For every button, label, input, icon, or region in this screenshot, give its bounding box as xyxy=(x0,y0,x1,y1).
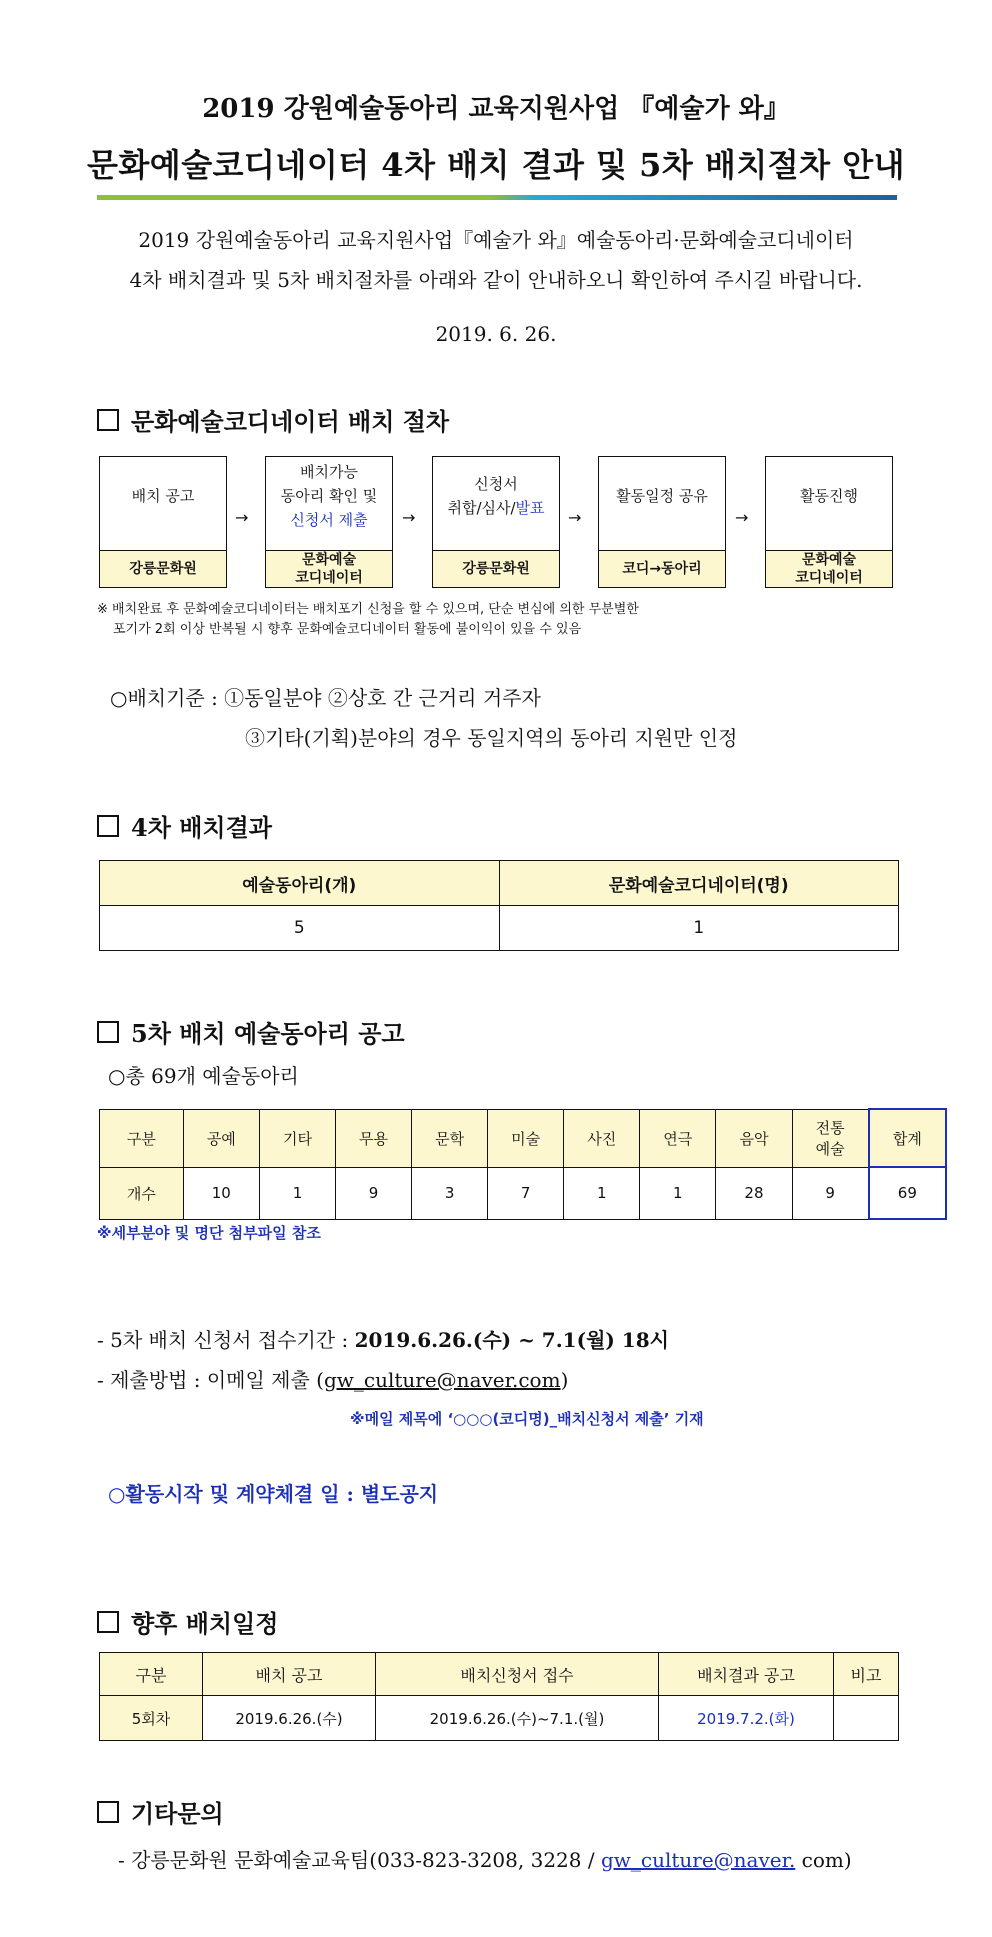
contact-info: - 강릉문화원 문화예술교육팀(033-823-3208, 3228 / gw_culture@naver. com) xyxy=(118,1848,852,1872)
intro-line-2: 4차 배치결과 및 5차 배치절차를 아래와 같이 안내하오니 확인하여 주시길 바랍니다. xyxy=(129,268,863,292)
table-header: 배치 공고 xyxy=(203,1653,376,1696)
table-header: 배치결과 공고 xyxy=(659,1653,834,1696)
procedure-step-label: 신청서 취합/심사/발표 xyxy=(447,475,545,517)
table-header: 예술동아리(개) xyxy=(100,861,500,906)
table-header: 문학 xyxy=(412,1109,488,1167)
intro-line-1: 2019 강원예술동아리 교육지원사업『예술가 와』예술동아리·문화예술코디네이터 xyxy=(138,228,854,252)
section-heading-result4: 4차 배치결과 xyxy=(97,808,272,843)
table-cell: 1 xyxy=(564,1167,640,1219)
table-header: 미술 xyxy=(488,1109,564,1167)
table-cell: 28 xyxy=(716,1167,792,1219)
title-divider xyxy=(97,195,897,200)
email-link[interactable]: gw_culture@naver.com xyxy=(323,1368,561,1392)
section-heading-notice5: 5차 배치 예술동아리 공고 xyxy=(97,1014,405,1049)
procedure-step xyxy=(99,456,227,588)
procedure-step xyxy=(598,456,726,588)
document-subtitle: 2019 강원예술동아리 교육지원사업 『예술가 와』 xyxy=(202,94,790,124)
detail-note: ※세부분야 및 명단 첨부파일 참조 xyxy=(97,1224,321,1242)
table-header: 합계 xyxy=(869,1109,946,1167)
result4-table xyxy=(99,860,899,951)
table-header: 배치신청서 접수 xyxy=(376,1653,659,1696)
flow-arrow-icon: → xyxy=(568,508,582,527)
submission-method: - 제출방법 : 이메일 제출 (gw_culture@naver.com) xyxy=(97,1368,569,1392)
procedure-step-owner: 코디→동아리 xyxy=(599,550,725,587)
table-header: 문화예술코디네이터(명) xyxy=(499,861,899,906)
checkbox-square-icon xyxy=(97,1611,119,1633)
procedure-step-owner: 강릉문화원 xyxy=(100,550,226,587)
procedure-note: ※ 배치완료 후 문화예술코디네이터는 배치포기 신청을 할 수 있으며, 단순 변심에 의한 무분별한 포기가 2회 이상 반복될 시 향후 문화예술코디네이터 활동에 불이익이 있을 수 있음 xyxy=(97,602,639,637)
table-header: 구분 xyxy=(100,1109,184,1167)
flow-arrow-icon: → xyxy=(235,508,249,527)
procedure-step-label: 활동일정 공유 xyxy=(616,487,708,505)
table-header: 기타 xyxy=(259,1109,335,1167)
section-heading-inquiry: 기타문의 xyxy=(97,1794,224,1829)
criteria-line-1: ○배치기준 : ①동일분야 ②상호 간 근거리 거주자 xyxy=(110,686,541,710)
table-cell: 2019.7.2.(화) xyxy=(659,1696,834,1741)
table-cell: 9 xyxy=(336,1167,412,1219)
table-cell: 1 xyxy=(499,906,899,951)
table-cell: 3 xyxy=(412,1167,488,1219)
mail-subject-note: ※메일 제목에 ‘○○○(코디명)_배치신청서 제출’ 기재 xyxy=(350,1410,704,1428)
table-cell: 2019.6.26.(수)~7.1.(월) xyxy=(376,1696,659,1741)
table-header: 공예 xyxy=(183,1109,259,1167)
checkbox-square-icon xyxy=(97,1021,119,1043)
table-cell: 9 xyxy=(792,1167,869,1219)
procedure-step xyxy=(265,456,393,588)
checkbox-square-icon xyxy=(97,815,119,837)
table-cell: 1 xyxy=(640,1167,716,1219)
table-cell: 7 xyxy=(488,1167,564,1219)
table-header: 비고 xyxy=(834,1653,899,1696)
procedure-step xyxy=(432,456,560,588)
procedure-step-owner: 문화예술 코디네이터 xyxy=(266,550,392,587)
table-header: 사진 xyxy=(564,1109,640,1167)
procedure-step-label: 활동진행 xyxy=(800,487,858,505)
table-cell: 1 xyxy=(259,1167,335,1219)
procedure-step xyxy=(765,456,893,588)
table-cell: 5회차 xyxy=(100,1696,203,1741)
table-header: 무용 xyxy=(336,1109,412,1167)
section-heading-procedure: 문화예술코디네이터 배치 절차 xyxy=(97,402,449,437)
section-heading-schedule: 향후 배치일정 xyxy=(97,1604,278,1639)
procedure-step-label: 배치 공고 xyxy=(131,487,195,505)
table-cell: 69 xyxy=(869,1167,946,1219)
procedure-step-owner: 문화예술 코디네이터 xyxy=(766,550,892,587)
flow-arrow-icon: → xyxy=(735,508,749,527)
table-cell: 10 xyxy=(183,1167,259,1219)
club-total: ○총 69개 예술동아리 xyxy=(108,1064,299,1088)
table-header: 음악 xyxy=(716,1109,792,1167)
table-cell: 2019.6.26.(수) xyxy=(203,1696,376,1741)
contact-email-link[interactable]: gw_culture@naver. xyxy=(600,1848,796,1872)
intro-date: 2019. 6. 26. xyxy=(435,322,557,346)
checkbox-square-icon xyxy=(97,409,119,431)
table-header: 전통 예술 xyxy=(792,1109,869,1167)
table-cell: 5 xyxy=(100,906,500,951)
club-count-table xyxy=(99,1108,947,1220)
criteria-line-2: ③기타(기획)분야의 경우 동일지역의 동아리 지원만 인정 xyxy=(245,726,738,750)
table-header: 연극 xyxy=(640,1109,716,1167)
activity-start-note: ○활동시작 및 계약체결 일 : 별도공지 xyxy=(108,1482,439,1506)
table-cell: 개수 xyxy=(100,1167,184,1219)
schedule-table xyxy=(99,1652,899,1741)
procedure-step-label: 배치가능 동아리 확인 및 신청서 제출 xyxy=(280,463,378,529)
document-title: 문화예술코디네이터 4차 배치 결과 및 5차 배치절차 안내 xyxy=(86,146,906,184)
procedure-step-owner: 강릉문화원 xyxy=(433,550,559,587)
table-cell xyxy=(834,1696,899,1741)
checkbox-square-icon xyxy=(97,1801,119,1823)
flow-arrow-icon: → xyxy=(402,508,416,527)
table-header: 구분 xyxy=(100,1653,203,1696)
application-period: - 5차 배치 신청서 접수기간 : 2019.6.26.(수) ~ 7.1(월) 18시 xyxy=(97,1328,669,1352)
